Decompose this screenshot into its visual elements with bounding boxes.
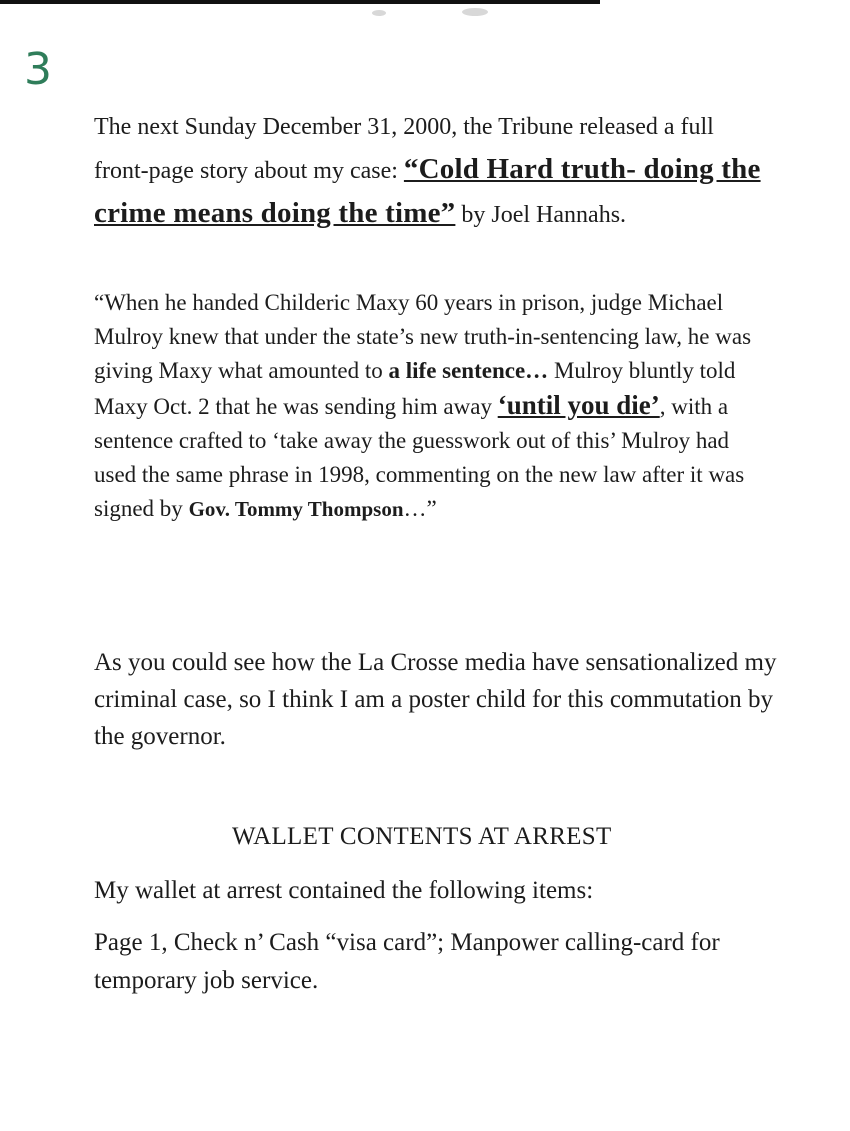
scan-speck — [372, 10, 386, 16]
paragraph-wallet-items: Page 1, Check n’ Cash “visa card”; Manpower calling-card for temporary job service. — [94, 929, 720, 994]
quote-text-1: “When he handed Childeric Maxy 60 years in prison, judge Michael Mulroy knew that under the state’s new truth-in-sentencing law, he was giving Maxy what amounted to — [94, 290, 752, 383]
article-byline: by Joel Hannahs. — [455, 202, 627, 228]
quote-bold-life-sentence: a life sentence… — [388, 358, 549, 383]
paragraph-article-quote — [94, 286, 754, 526]
page-number: 3 — [24, 44, 52, 95]
paragraph-tribune-story — [94, 106, 774, 236]
paragraph-wallet-intro: My wallet at arrest contained the following items: — [94, 877, 594, 904]
tribune-intro-text: The next Sunday December 31, 2000, the Tribune released a full front-page story about my case: — [94, 114, 714, 184]
quote-text-4: …” — [403, 496, 437, 521]
section-heading-wallet: WALLET CONTENTS AT ARREST — [232, 823, 612, 850]
article-headline: “Cold Hard truth- doing the crime means doing the time” — [94, 153, 761, 229]
quote-text-2: Mulroy bluntly told Maxy Oct. 2 that he was sending him away — [94, 358, 736, 419]
top-edge-rule — [0, 0, 600, 4]
quote-text-3: , with a sentence crafted to ‘take away the guesswork out of this’ Mulroy had used the same phrase in 1998, commenting on the new law after it was signed by — [94, 394, 745, 521]
quote-bold-governor: Gov. Tommy Thompson — [188, 497, 404, 521]
scan-speck — [462, 8, 488, 16]
quote-bold-until-you-die: ‘until you die’ — [497, 390, 660, 420]
paragraph-media-commentary: As you could see how the La Crosse media have sensationalized my criminal case, so I think I am a poster child for this commutation by the governor. — [94, 649, 777, 750]
